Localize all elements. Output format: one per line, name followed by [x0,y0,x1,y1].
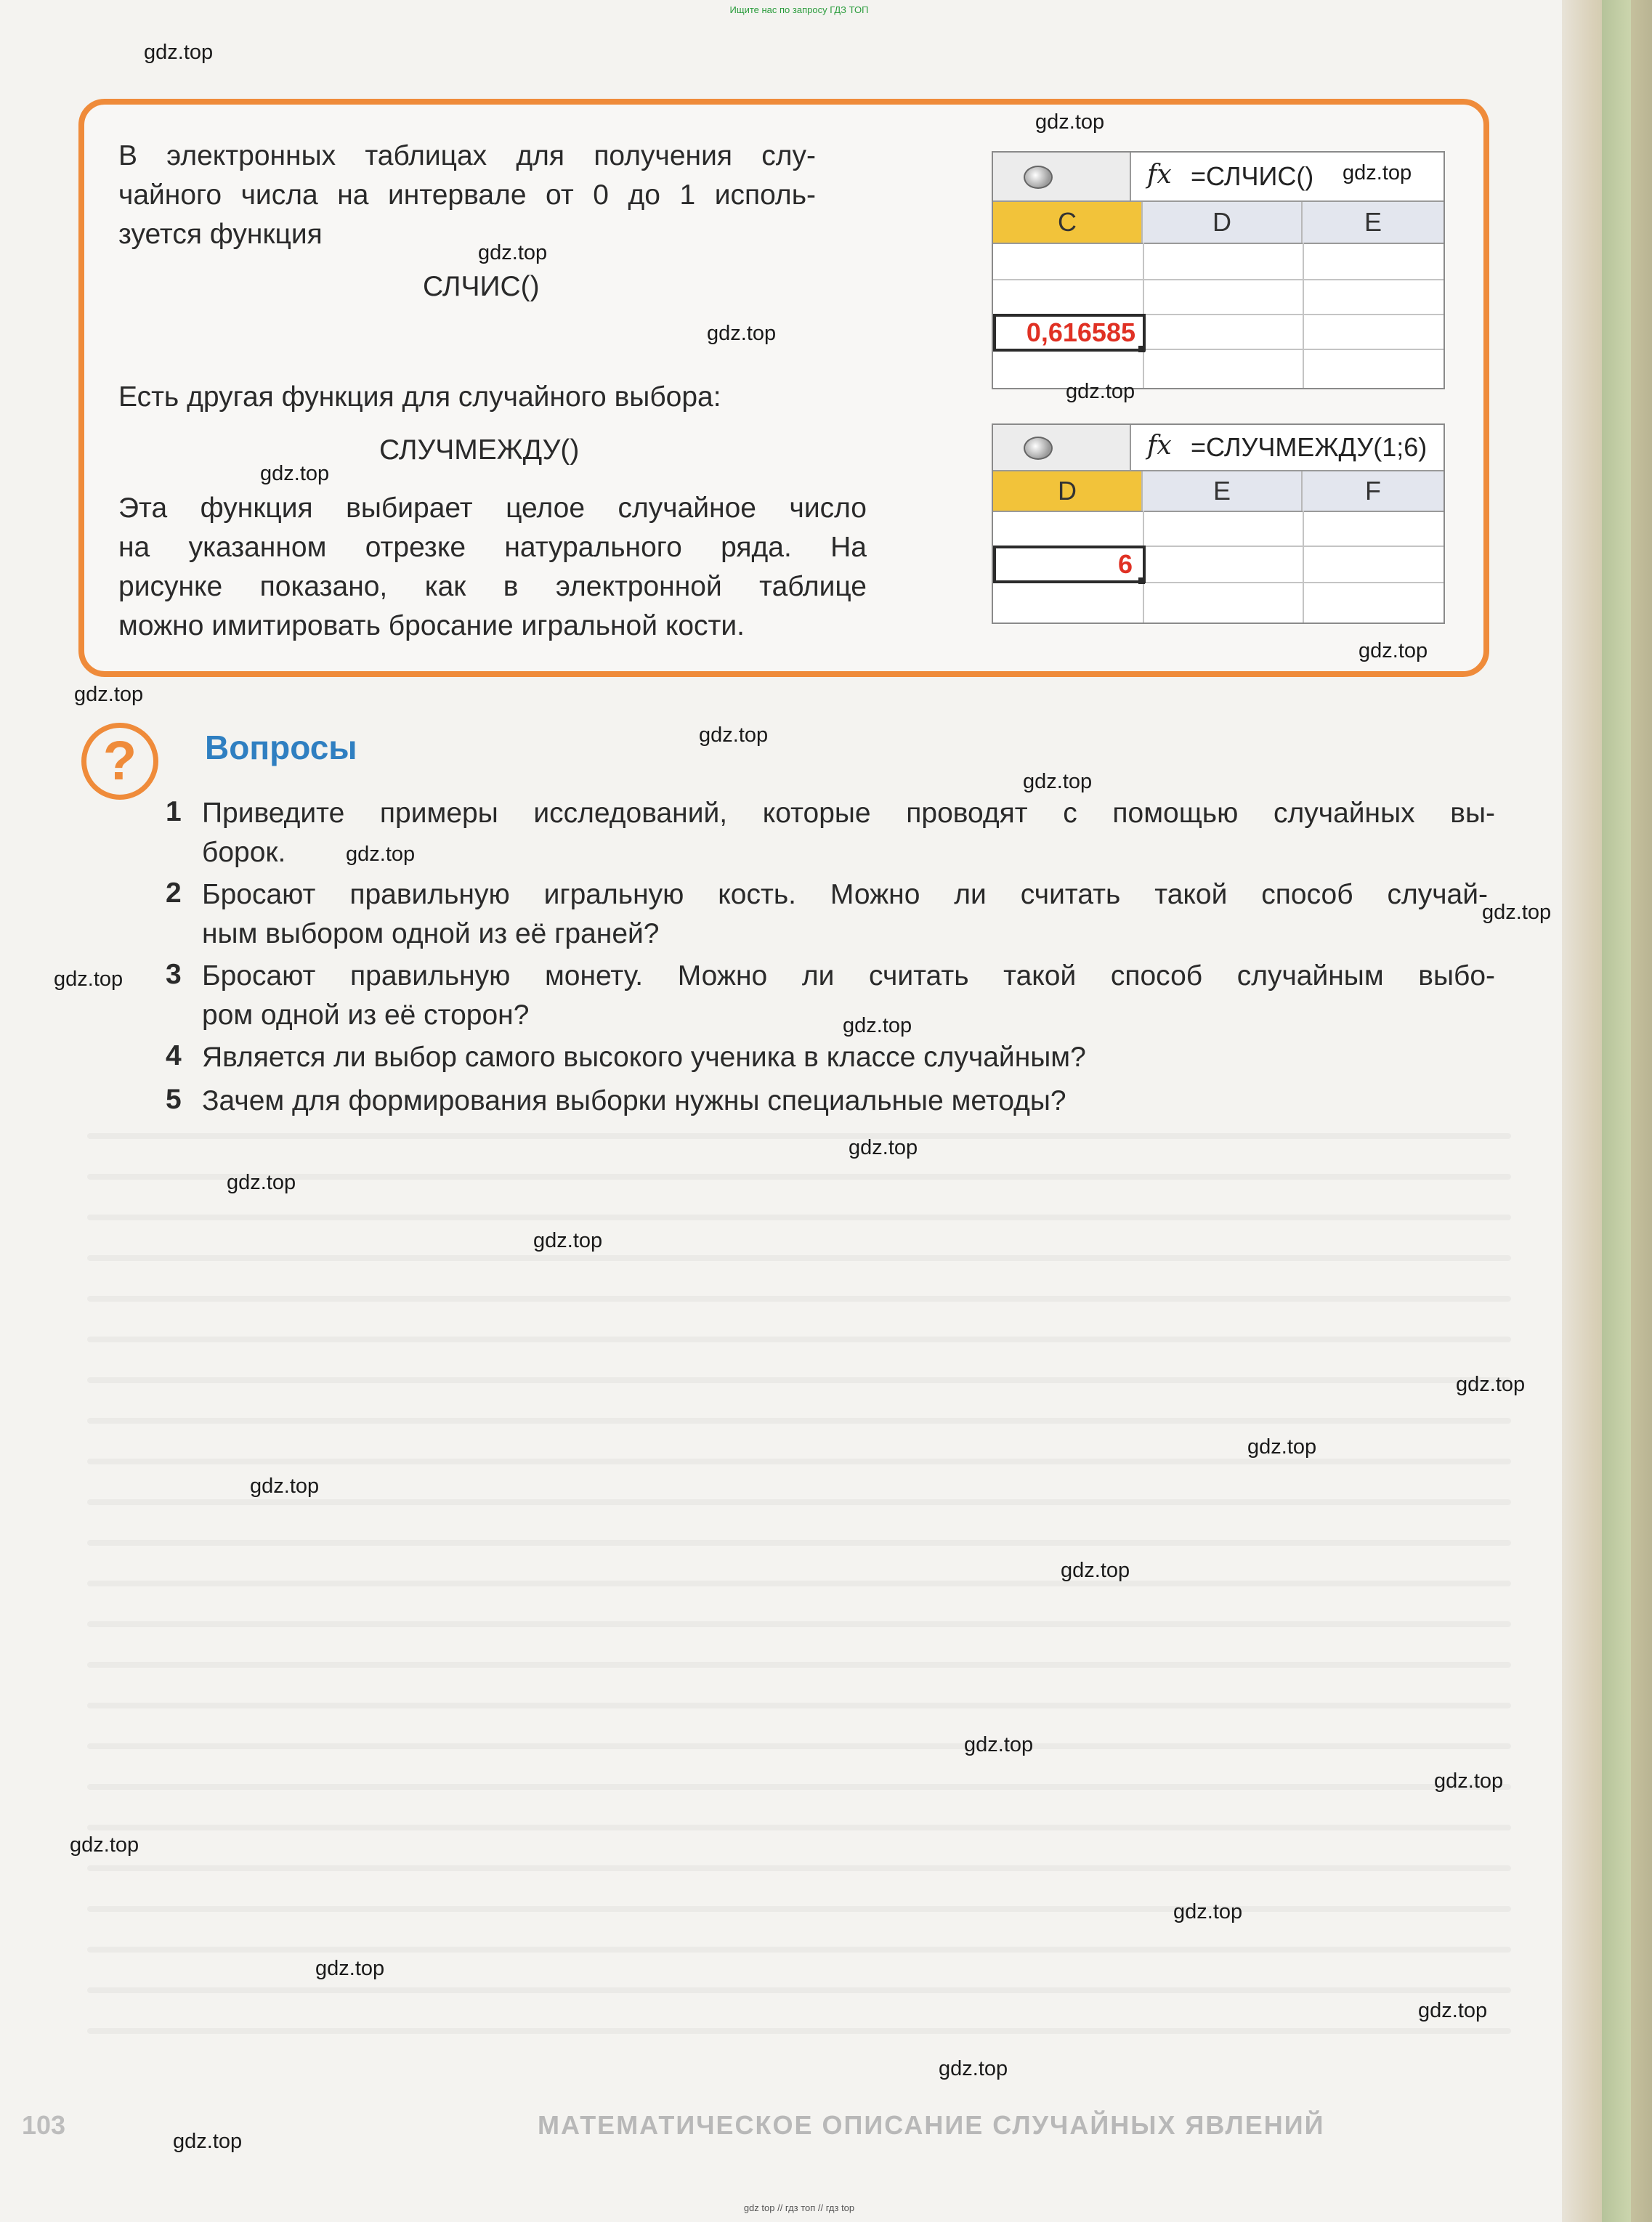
bleed-through-line [87,1947,1511,1953]
formula-field[interactable] [1130,425,1444,470]
bleed-through-line [87,2028,1511,2034]
other-function-text: Есть другая функция для случайного выбора: [118,381,721,413]
bleed-through-line [87,1174,1511,1180]
watermark: gdz.top [173,2130,243,2153]
top-note: Ищите нас по запросу ГДЗ ТОП [729,4,869,15]
intro-line-3: зуется функция [118,219,323,250]
watermark: gdz.top [478,241,548,264]
bleed-through-line [87,1906,1511,1912]
watermark: gdz.top [1418,1999,1488,2022]
bleed-through-line [87,1255,1511,1261]
bleed-through-line [87,1743,1511,1749]
question-5-number: 5 [166,1084,182,1115]
bleed-through-line [87,1784,1511,1790]
column-d-header[interactable]: D [1143,202,1303,243]
bleed-through-line [87,1825,1511,1830]
bleed-through-line [87,1540,1511,1546]
desc-line-3: рисунке показано, как в электронной таблице [118,571,867,602]
bottom-note: gdz top // гдз топ // гдз top [743,2202,855,2213]
watermark: gdz.top [54,968,124,991]
fill-handle[interactable] [1138,346,1145,352]
watermark: gdz.top [1066,380,1135,403]
watermark: gdz.top [1434,1769,1504,1793]
question-2-line-2: ным выбором одной из её граней? [202,918,660,949]
watermark: gdz.top [699,723,769,747]
watermark: gdz.top [346,843,416,866]
formula-text: =СЛУЧМЕЖДУ(1;6) [1191,432,1428,462]
watermark: gdz.top [315,1957,385,1980]
desc-line-4: можно имитировать бросание игральной кости. [118,610,745,641]
bleed-through-line [87,1703,1511,1708]
question-4-line-1: Является ли выбор самого высокого ученика в классе случайным? [202,1042,1086,1073]
question-4-number: 4 [166,1040,182,1071]
question-1-number: 1 [166,796,182,827]
watermark: gdz.top [1173,1900,1243,1923]
fill-handle[interactable] [1138,577,1145,584]
bleed-through-line [87,1133,1511,1139]
spreadsheet-1 [992,151,1445,389]
column-e-header[interactable]: E [1143,471,1303,511]
question-3-number: 3 [166,959,182,990]
watermark: gdz.top [227,1171,296,1194]
grid-line [1303,243,1304,388]
question-1-line-1: Приведите примеры исследований, которые проводят с помощью случайных вы- [202,798,1495,829]
column-c-header[interactable]: C [993,202,1143,243]
watermark: gdz.top [1035,110,1105,134]
bleed-through-line [87,1987,1511,1993]
page-number: 103 [22,2110,66,2140]
column-header [993,202,1444,244]
question-icon: ? [81,723,158,800]
bleed-through-line [87,1215,1511,1220]
question-1-line-2: борок. [202,837,286,868]
bleed-through-line [87,1662,1511,1668]
watermark: gdz.top [1247,1435,1317,1459]
bleed-through-line [87,1337,1511,1342]
watermark: gdz.top [70,1833,139,1857]
watermark: gdz.top [1482,901,1552,924]
grid-line [993,279,1444,280]
watermark: gdz.top [1061,1559,1130,1582]
watermark: gdz.top [144,41,214,64]
column-e-header[interactable]: E [1364,207,1382,237]
watermark: gdz.top [1359,639,1428,662]
watermark: gdz.top [533,1229,603,1252]
fx-icon: fx [1147,160,1172,190]
formula-bar [993,425,1444,471]
watermark: gdz.top [1023,770,1093,793]
watermark: gdz.top [260,462,330,485]
watermark: gdz.top [1343,161,1412,185]
column-f-header[interactable]: F [1365,476,1381,506]
name-box-icon [1024,166,1053,189]
bleed-through-line [87,1296,1511,1302]
bleed-through-line [87,1459,1511,1464]
function-sluchmezhdu: СЛУЧМЕЖДУ() [379,434,580,466]
watermark: gdz.top [843,1014,912,1037]
desc-line-2: на указанном отрезке натурального ряда. На [118,532,867,563]
question-2-number: 2 [166,877,182,909]
formula-text: =СЛЧИС() [1191,161,1314,191]
question-5-line-1: Зачем для формирования выборки нужны специальные методы? [202,1085,1066,1116]
dice-value-cell[interactable]: 6 [993,546,1146,583]
watermark: gdz.top [939,2057,1008,2080]
grid-line [1303,511,1304,623]
name-box-icon [1024,437,1053,460]
desc-line-1: Эта функция выбирает целое случайное число [118,492,867,524]
bleed-through-line [87,1499,1511,1505]
bleed-through-line [87,1377,1511,1383]
bleed-through-line [87,1418,1511,1424]
questions-title: Вопросы [205,729,357,766]
watermark: gdz.top [707,322,777,345]
watermark: gdz.top [1456,1373,1526,1396]
intro-line-2: чайного числа на интервале от 0 до 1 исполь- [118,179,816,211]
watermark: gdz.top [74,683,144,706]
watermark: gdz.top [250,1475,320,1498]
chapter-footer: МАТЕМАТИЧЕСКОЕ ОПИСАНИЕ СЛУЧАЙНЫХ ЯВЛЕНИЙ [538,2110,1325,2140]
column-d-header[interactable]: D [993,471,1143,511]
watermark: gdz.top [849,1136,918,1159]
column-header [993,471,1444,512]
bleed-through-line [87,1581,1511,1586]
bleed-through-line [87,1865,1511,1871]
question-2-line-1: Бросают правильную игральную кость. Можно ли считать такой способ случай- [202,879,1488,910]
function-slchis: СЛЧИС() [423,271,540,302]
question-3-line-2: ром одной из её сторон? [202,1000,530,1031]
fx-icon: fx [1147,431,1172,461]
question-3-line-1: Бросают правильную монету. Можно ли считать такой способ случайным выбо- [202,960,1495,992]
random-value-cell[interactable]: 0,616585 [993,314,1146,352]
bleed-through-line [87,1621,1511,1627]
watermark: gdz.top [964,1733,1034,1756]
intro-line-1: В электронных таблицах для получения слу- [118,140,816,171]
spreadsheet-2 [992,423,1445,624]
book-edge-stripe [1602,0,1631,2222]
